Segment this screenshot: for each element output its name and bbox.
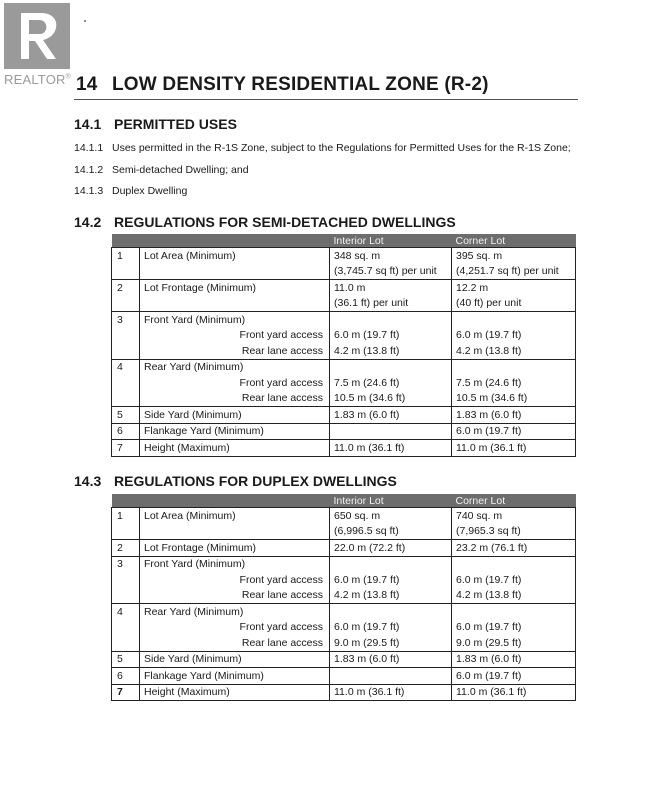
corner-value: 9.0 m (29.5 ft) <box>452 635 576 651</box>
header-interior-lot: Interior Lot <box>330 494 452 508</box>
corner-value: 1.83 m (6.0 ft) <box>452 407 576 424</box>
interior-value: 1.83 m (6.0 ft) <box>330 651 452 668</box>
realtor-wordmark: REALTOR® <box>4 72 71 87</box>
table-row <box>112 343 576 359</box>
corner-value: 4.2 m (13.8 ft) <box>452 343 576 359</box>
table-header-row <box>112 494 576 508</box>
row-number: 4 <box>112 359 140 375</box>
interior-value: 6.0 m (19.7 ft) <box>330 572 452 588</box>
row-number: 3 <box>112 556 140 572</box>
row-label: Lot Frontage (Minimum) <box>140 280 330 296</box>
table-row <box>112 635 576 651</box>
item-text: Duplex Dwelling <box>112 185 188 197</box>
row-number <box>112 375 140 391</box>
row-number: 7 <box>112 440 140 457</box>
corner-value <box>452 604 576 620</box>
interior-value: 4.2 m (13.8 ft) <box>330 343 452 359</box>
item-number: 14.1.2 <box>74 164 104 176</box>
interior-value <box>330 668 452 685</box>
interior-value: 11.0 m (36.1 ft) <box>330 684 452 701</box>
list-item <box>74 142 571 154</box>
section-heading-permitted-uses <box>74 116 237 132</box>
row-number: 5 <box>112 407 140 424</box>
row-number <box>112 343 140 359</box>
interior-value: (6,996.5 sq ft) <box>330 524 452 540</box>
table-header-row <box>112 234 576 248</box>
table-row <box>112 524 576 540</box>
corner-value: 11.0 m (36.1 ft) <box>452 684 576 701</box>
zone-heading-title: LOW DENSITY RESIDENTIAL ZONE (R-2) <box>112 74 489 95</box>
table-row <box>112 651 576 668</box>
row-number: 3 <box>112 312 140 328</box>
interior-value: 348 sq. m <box>330 248 452 264</box>
corner-value: 7.5 m (24.6 ft) <box>452 375 576 391</box>
row-label: Side Yard (Minimum) <box>140 651 330 668</box>
row-label: Lot Area (Minimum) <box>140 248 330 264</box>
row-number <box>112 391 140 407</box>
row-number: 7 <box>112 684 140 701</box>
row-label: Front yard access <box>140 375 330 391</box>
item-text: Uses permitted in the R-1S Zone, subject to the Regulations for Permitted Uses for the R-1S Zone; <box>112 142 571 154</box>
row-number <box>112 264 140 280</box>
corner-value <box>452 359 576 375</box>
row-number <box>112 328 140 344</box>
interior-value: 1.83 m (6.0 ft) <box>330 407 452 424</box>
corner-value: 6.0 m (19.7 ft) <box>452 423 576 440</box>
scan-speck <box>84 20 86 22</box>
table-row <box>112 684 576 701</box>
corner-value <box>452 312 576 328</box>
interior-value: 9.0 m (29.5 ft) <box>330 635 452 651</box>
interior-value <box>330 423 452 440</box>
interior-value: (3,745.7 sq ft) per unit <box>330 264 452 280</box>
corner-value: (4,251.7 sq ft) per unit <box>452 264 576 280</box>
corner-value <box>452 556 576 572</box>
interior-value: 650 sq. m <box>330 508 452 524</box>
row-label: Flankage Yard (Minimum) <box>140 668 330 685</box>
table-row <box>112 508 576 524</box>
table-row <box>112 423 576 440</box>
row-label: Front yard access <box>140 572 330 588</box>
row-label: Rear Yard (Minimum) <box>140 359 330 375</box>
corner-value: 6.0 m (19.7 ft) <box>452 668 576 685</box>
header-corner-lot: Corner Lot <box>452 494 576 508</box>
realtor-logo-icon <box>4 3 70 69</box>
r-letter-icon <box>4 3 70 69</box>
zone-heading <box>76 74 489 96</box>
interior-value: 22.0 m (72.2 ft) <box>330 540 452 557</box>
corner-value: 6.0 m (19.7 ft) <box>452 572 576 588</box>
corner-value: 1.83 m (6.0 ft) <box>452 651 576 668</box>
row-label: Rear lane access <box>140 588 330 604</box>
row-label: Flankage Yard (Minimum) <box>140 423 330 440</box>
interior-value: 7.5 m (24.6 ft) <box>330 375 452 391</box>
item-text: Semi-detached Dwelling; and <box>112 164 249 176</box>
table-row <box>112 620 576 636</box>
interior-value: 10.5 m (34.6 ft) <box>330 391 452 407</box>
row-number: 2 <box>112 280 140 296</box>
row-label: Lot Area (Minimum) <box>140 508 330 524</box>
table-row <box>112 668 576 685</box>
corner-value: 23.2 m (76.1 ft) <box>452 540 576 557</box>
section-heading-duplex <box>74 473 397 489</box>
interior-value <box>330 556 452 572</box>
row-label: Lot Frontage (Minimum) <box>140 540 330 557</box>
row-number: 1 <box>112 248 140 264</box>
table-row <box>112 540 576 557</box>
table-row <box>112 312 576 328</box>
row-label <box>140 264 330 280</box>
row-label: Rear lane access <box>140 635 330 651</box>
row-number: 4 <box>112 604 140 620</box>
row-number: 1 <box>112 508 140 524</box>
table-row <box>112 296 576 312</box>
row-label: Front Yard (Minimum) <box>140 312 330 328</box>
row-label: Height (Maximum) <box>140 440 330 457</box>
section-title: REGULATIONS FOR DUPLEX DWELLINGS <box>114 473 397 489</box>
corner-value: 4.2 m (13.8 ft) <box>452 588 576 604</box>
table-row <box>112 588 576 604</box>
header-corner-lot: Corner Lot <box>452 234 576 248</box>
corner-value: 395 sq. m <box>452 248 576 264</box>
corner-value: 740 sq. m <box>452 508 576 524</box>
table-row <box>112 280 576 296</box>
row-number: 6 <box>112 668 140 685</box>
interior-value: 6.0 m (19.7 ft) <box>330 620 452 636</box>
corner-value: (40 ft) per unit <box>452 296 576 312</box>
corner-value: 10.5 m (34.6 ft) <box>452 391 576 407</box>
interior-value: 4.2 m (13.8 ft) <box>330 588 452 604</box>
interior-value: 11.0 m <box>330 280 452 296</box>
corner-value: (7,965.3 sq ft) <box>452 524 576 540</box>
item-number: 14.1.3 <box>74 185 104 197</box>
zone-heading-number: 14 <box>76 74 98 95</box>
table-row <box>112 264 576 280</box>
table-row <box>112 556 576 572</box>
row-label <box>140 524 330 540</box>
section-number: 14.2 <box>74 214 102 230</box>
row-label: Rear lane access <box>140 391 330 407</box>
row-number <box>112 296 140 312</box>
header-blank <box>112 494 330 508</box>
row-number <box>112 588 140 604</box>
list-item <box>74 185 187 197</box>
table-row <box>112 359 576 375</box>
table-row <box>112 407 576 424</box>
row-label: Height (Maximum) <box>140 684 330 701</box>
corner-value: 6.0 m (19.7 ft) <box>452 620 576 636</box>
row-number: 5 <box>112 651 140 668</box>
table-row <box>112 328 576 344</box>
header-blank <box>112 234 330 248</box>
row-number: 6 <box>112 423 140 440</box>
list-item <box>74 164 249 176</box>
row-number <box>112 635 140 651</box>
corner-value: 6.0 m (19.7 ft) <box>452 328 576 344</box>
row-label: Front yard access <box>140 620 330 636</box>
row-label <box>140 296 330 312</box>
row-label: Side Yard (Minimum) <box>140 407 330 424</box>
corner-value: 11.0 m (36.1 ft) <box>452 440 576 457</box>
section-title: PERMITTED USES <box>114 116 237 132</box>
semi-detached-regulations-table <box>111 234 576 457</box>
table-row <box>112 391 576 407</box>
row-number <box>112 524 140 540</box>
header-interior-lot: Interior Lot <box>330 234 452 248</box>
table-row <box>112 375 576 391</box>
realtor-logo <box>0 0 78 88</box>
row-number <box>112 620 140 636</box>
table-row <box>112 440 576 457</box>
row-number: 2 <box>112 540 140 557</box>
table-row <box>112 248 576 264</box>
row-number <box>112 572 140 588</box>
interior-value <box>330 359 452 375</box>
interior-value: 11.0 m (36.1 ft) <box>330 440 452 457</box>
item-number: 14.1.1 <box>74 142 104 154</box>
duplex-regulations-table <box>111 494 576 701</box>
table-row <box>112 572 576 588</box>
section-heading-semi-detached <box>74 214 456 230</box>
interior-value <box>330 312 452 328</box>
row-label: Rear lane access <box>140 343 330 359</box>
row-label: Front Yard (Minimum) <box>140 556 330 572</box>
interior-value: 6.0 m (19.7 ft) <box>330 328 452 344</box>
section-number: 14.1 <box>74 116 102 132</box>
row-label: Rear Yard (Minimum) <box>140 604 330 620</box>
section-title: REGULATIONS FOR SEMI-DETACHED DWELLINGS <box>114 214 456 230</box>
row-label: Front yard access <box>140 328 330 344</box>
interior-value: (36.1 ft) per unit <box>330 296 452 312</box>
section-number: 14.3 <box>74 473 102 489</box>
heading-rule <box>74 99 578 100</box>
corner-value: 12.2 m <box>452 280 576 296</box>
interior-value <box>330 604 452 620</box>
table-row <box>112 604 576 620</box>
